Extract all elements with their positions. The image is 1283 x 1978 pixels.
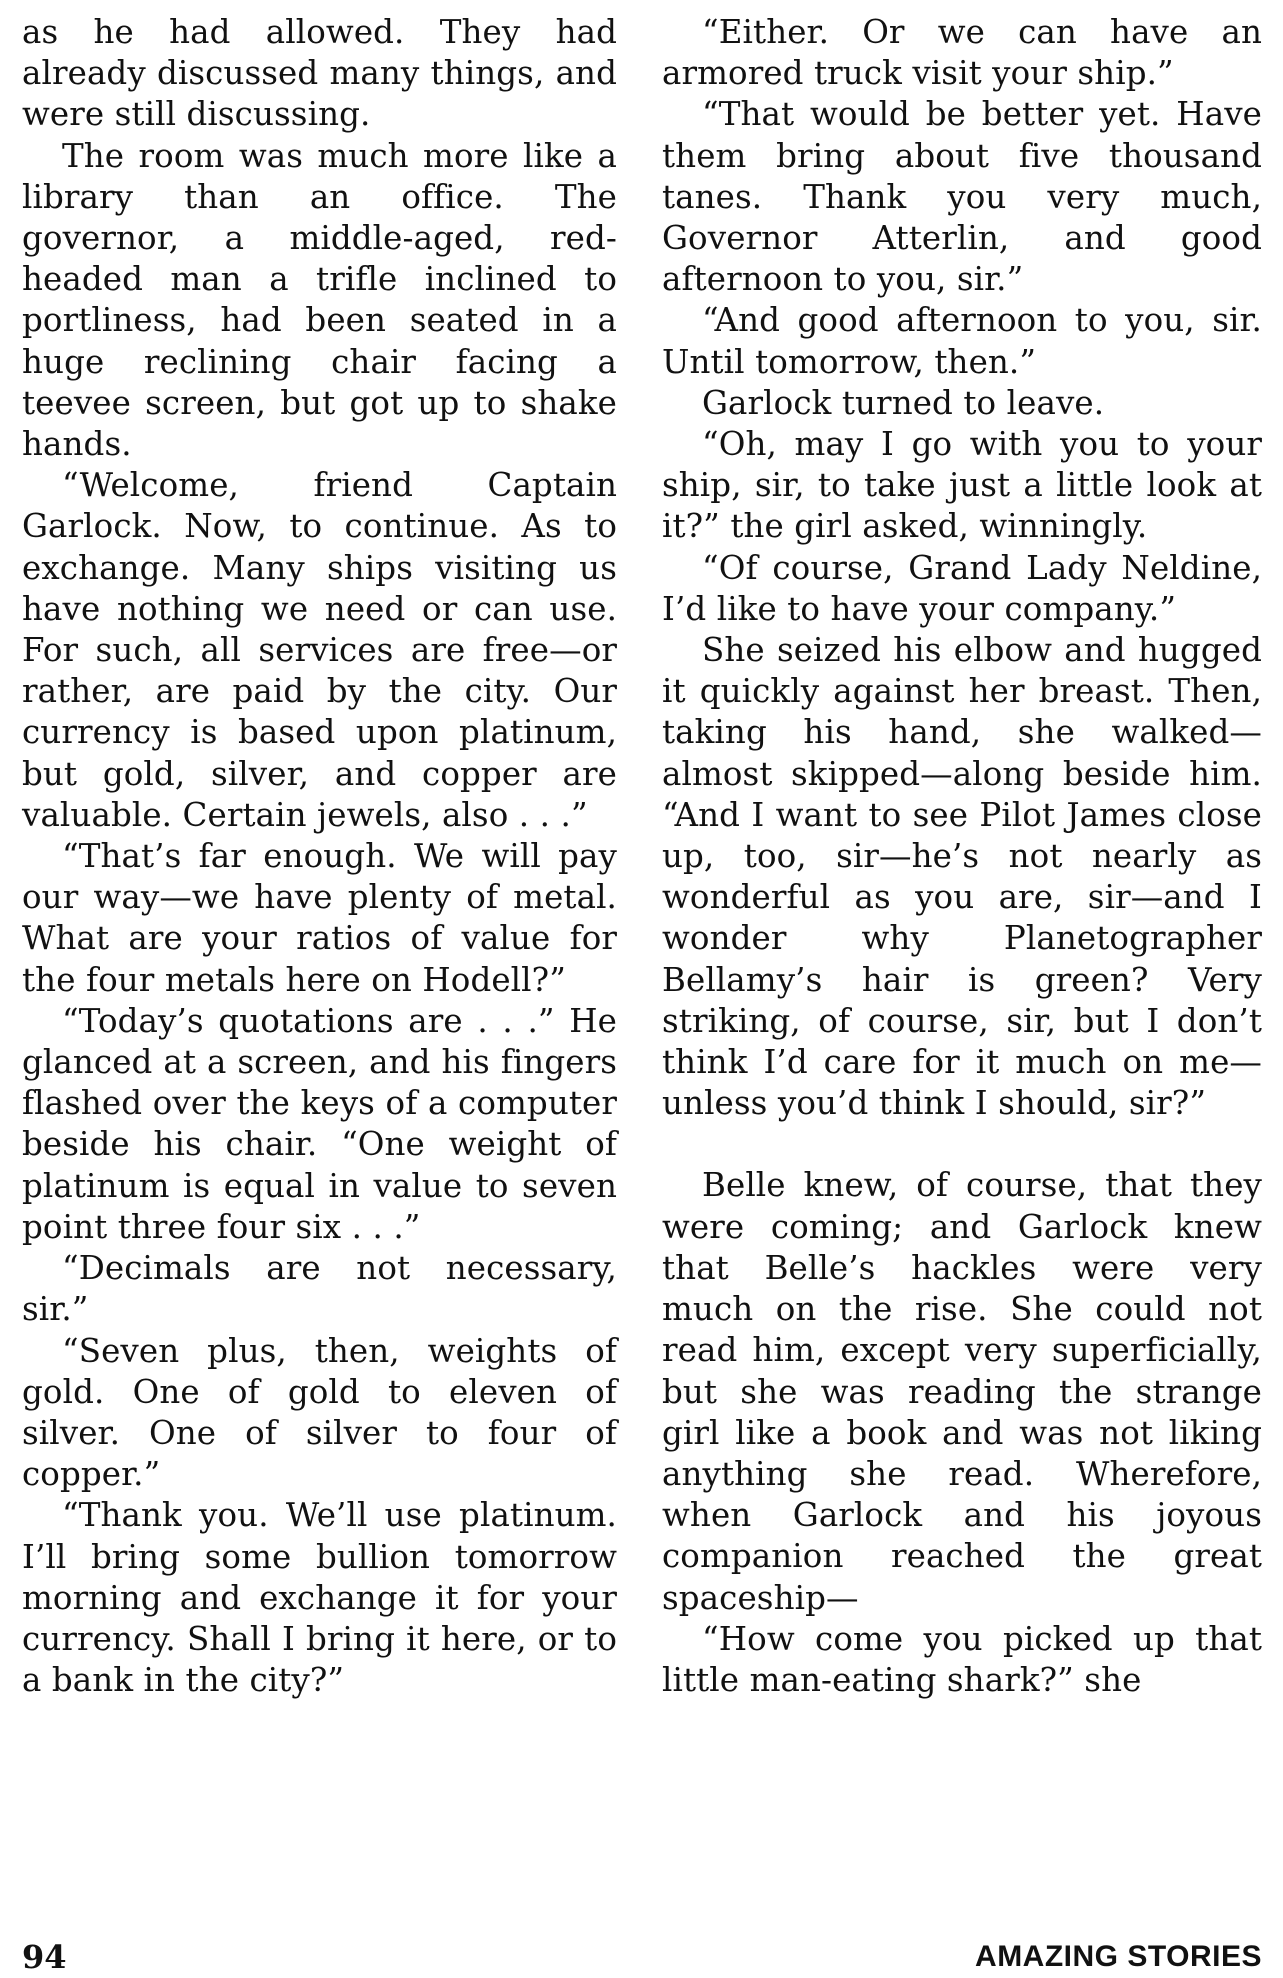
- paragraph: “Welcome, friend Captain Garlock. Now, to continue. As to exchange. Many ships visiting us have nothing we need or can use. For such, all services are free—or rather, are paid by the city. Our currency is based upon platinum, but gold, silver, and copper are valuable. Certain jewels, also . . .”: [22, 466, 617, 834]
- paragraph: “How come you picked up that little man-eating shark?” she: [662, 1619, 1262, 1699]
- paragraph: “That would be better yet. Have them bring about five thousand tanes. Thank you very much, Governor Atterlin, and good afternoon to you, sir.”: [662, 95, 1262, 299]
- magazine-title: AMAZING STORIES: [975, 1940, 1262, 1973]
- paragraph: “That’s far enough. We will pay our way—we have plenty of metal. What are your ratios of value for the four metals here on Hodell?”: [22, 837, 617, 999]
- paragraph: “Today’s quotations are . . .” He glanced at a screen, and his fingers flashed over the keys of a computer beside his chair. “One weight of platinum is equal in value to seven point three four six . . .”: [22, 1001, 617, 1246]
- left-column: [22, 12, 617, 1701]
- paragraph: “Either. Or we can have an armored truck visit your ship.”: [662, 13, 1262, 93]
- paragraph: “And good afternoon to you, sir. Until tomorrow, then.”: [662, 301, 1262, 381]
- paragraph: “Decimals are not necessary, sir.”: [22, 1249, 617, 1329]
- paragraph: The room was much more like a library than an office. The governor, a middle-aged, red-headed man a trifle inclined to portliness, had been seated in a huge reclining chair facing a teevee screen, but got up to shake hands.: [22, 136, 617, 464]
- paragraph: as he had allowed. They had already discussed many things, and were still discussing.: [22, 13, 617, 134]
- paragraph: “Oh, may I go with you to your ship, sir, to take just a little look at it?” the girl asked, winningly.: [662, 425, 1262, 546]
- page-number: 94: [22, 1938, 67, 1976]
- paragraph: Belle knew, of course, that they were coming; and Garlock knew that Belle’s hackles were very much on the rise. She could not read him, except very superficially, but she was reading the strange girl like a book and was not liking anything she read. Wherefore, when Garlock and his joyous companion reached the great spaceship—: [662, 1166, 1262, 1617]
- paragraph: “Of course, Grand Lady Neldine, I’d like to have your company.”: [662, 548, 1262, 628]
- paragraph: “Thank you. We’ll use platinum. I’ll bring some bullion tomorrow morning and exchange it for your currency. Shall I bring it here, or to a bank in the city?”: [22, 1496, 617, 1700]
- right-column: [662, 12, 1262, 1701]
- page-footer: [22, 1938, 1262, 1978]
- paragraph: “Seven plus, then, weights of gold. One of gold to eleven of silver. One of silver to four of copper.”: [22, 1331, 617, 1494]
- paragraph: She seized his elbow and hugged it quickly against her breast. Then, taking his hand, she walked—almost skipped—along beside him. “And I want to see Pilot James close up, too, sir—he’s not nearly as wonderful as you are, sir—and I wonder why Planetographer Bellamy’s hair is green? Very striking, of course, sir, but I don’t think I’d care for it much on me—unless you’d think I should, sir?”: [662, 631, 1262, 1123]
- paragraph: Garlock turned to leave.: [702, 383, 1105, 422]
